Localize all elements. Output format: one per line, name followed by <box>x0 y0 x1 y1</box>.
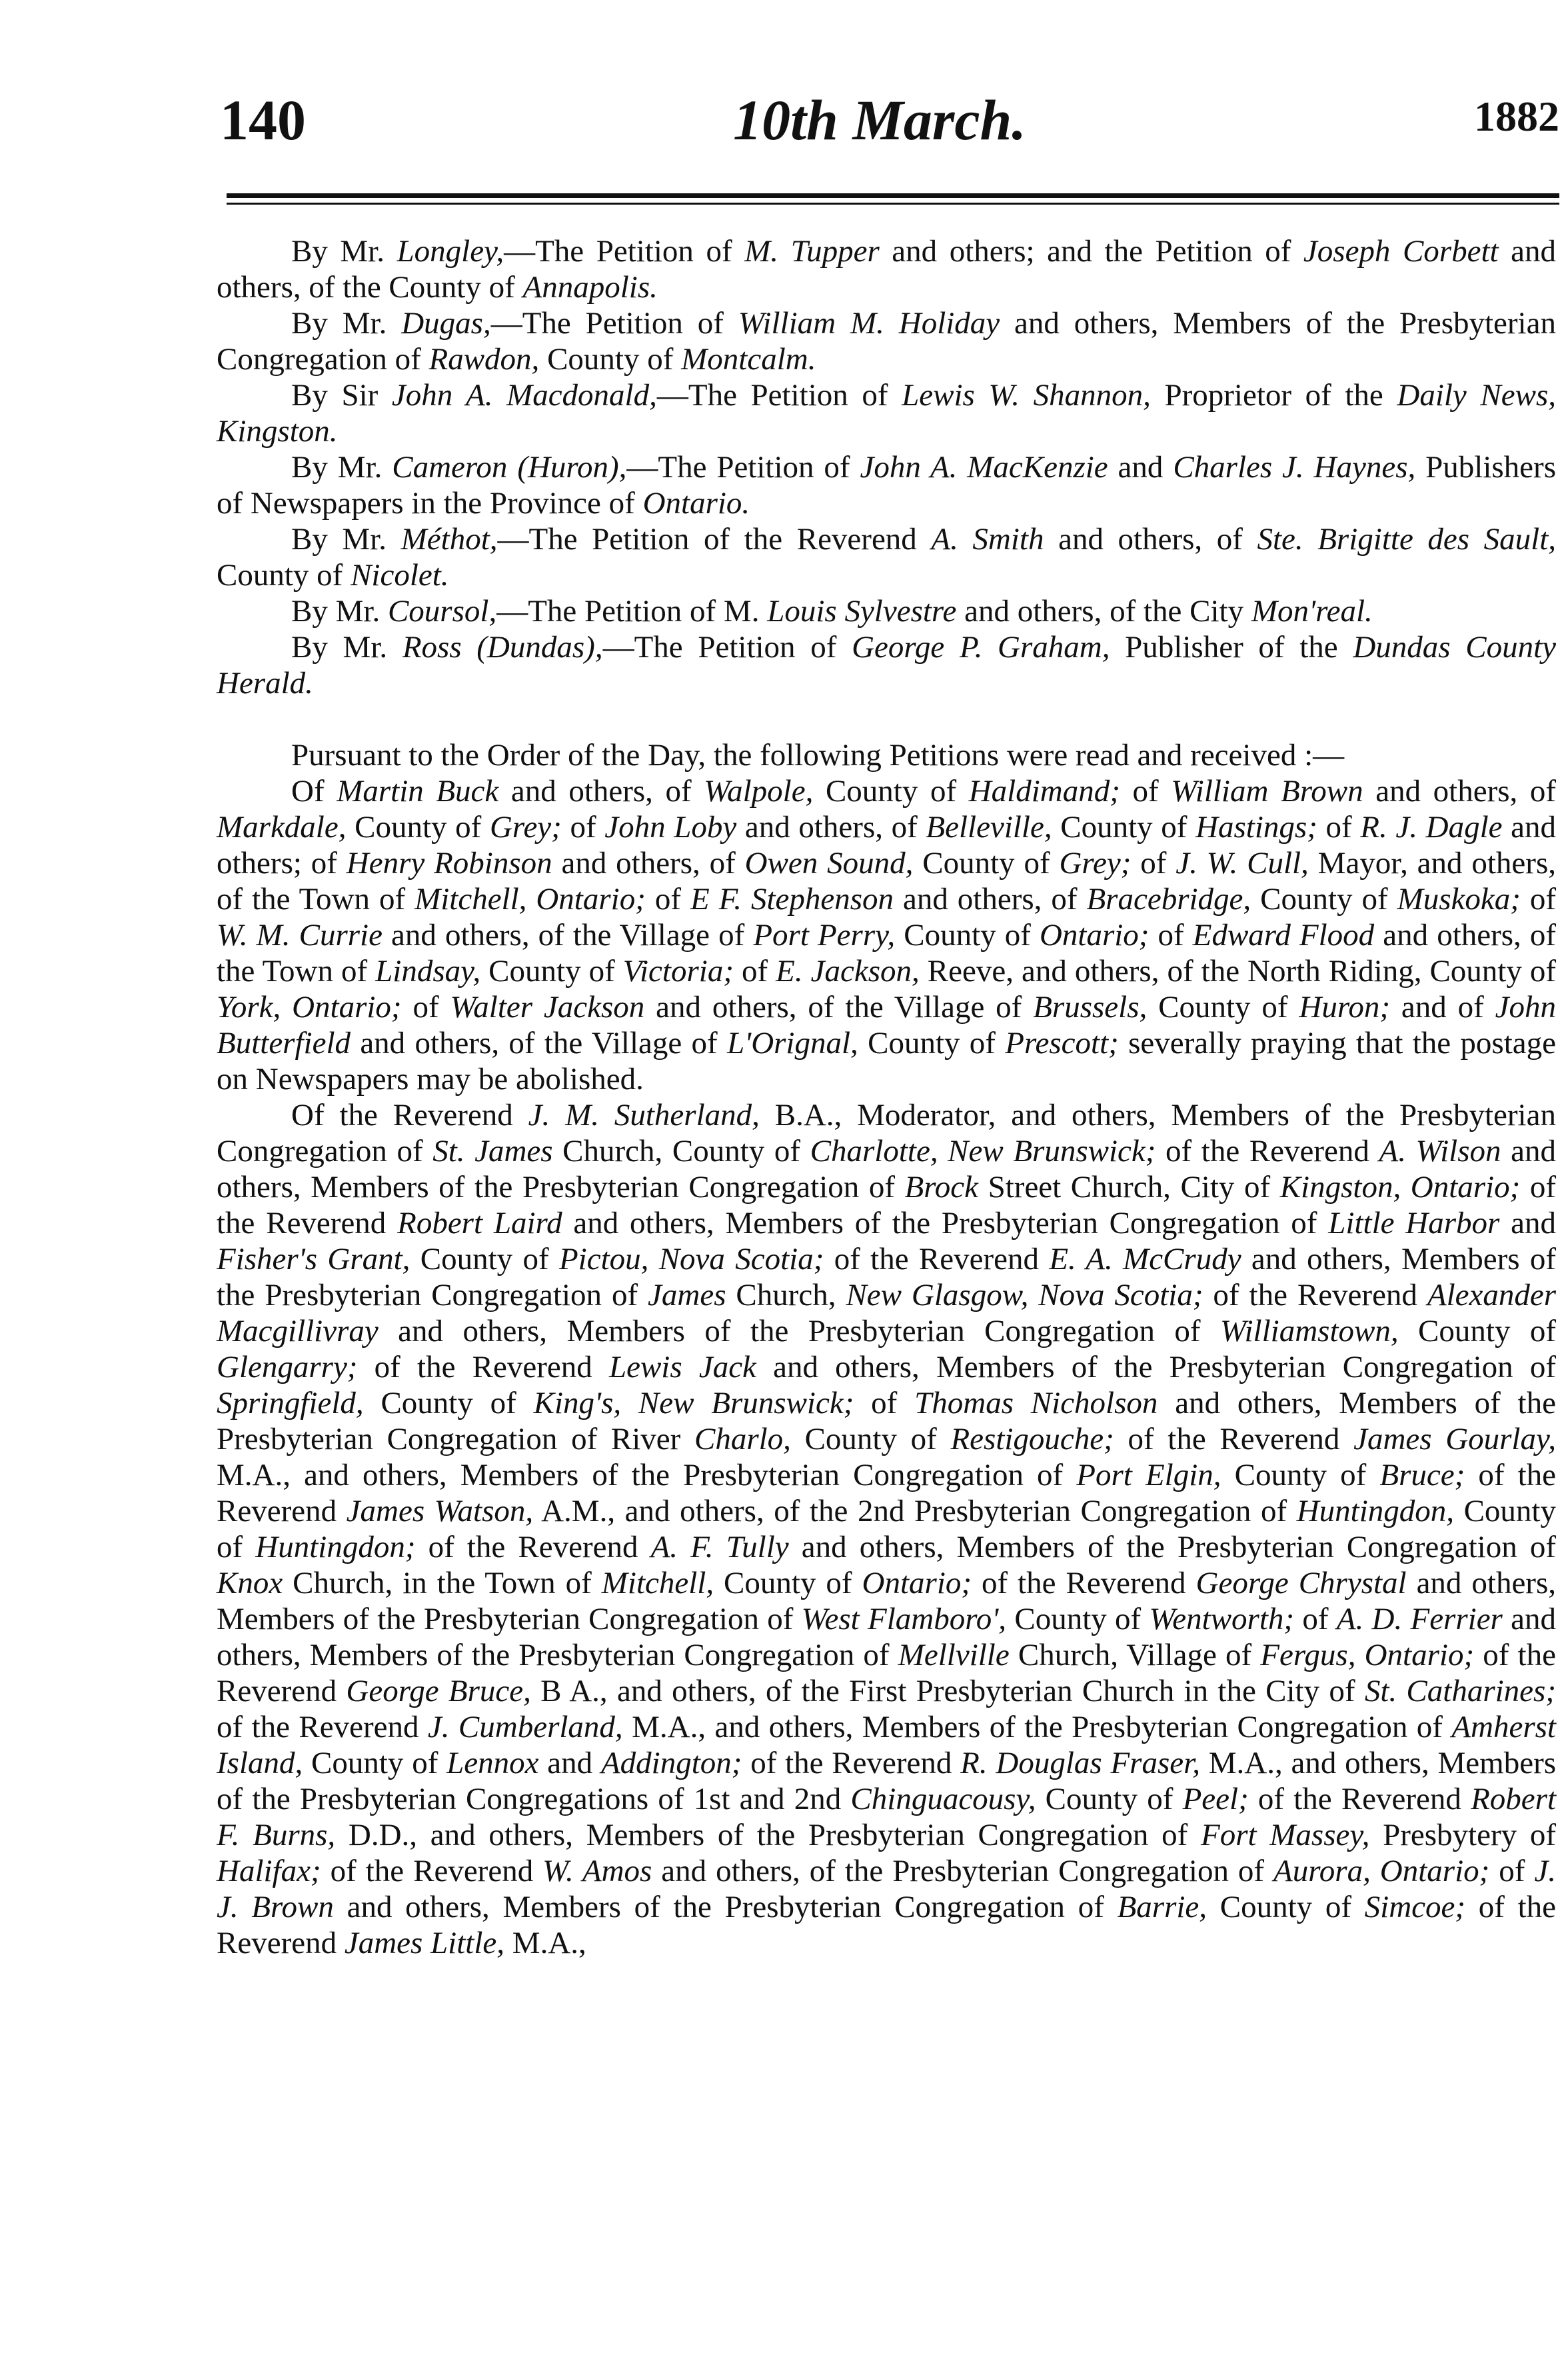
italic-name: J. W. Cull, <box>1176 846 1309 881</box>
italic-name: Brussels, <box>1033 990 1148 1025</box>
text-run: of the Reverend <box>217 1890 1556 1960</box>
text-run: and others, Members of the Presbyterian Congregation of <box>217 1134 1556 1204</box>
italic-name: Restigouche; <box>950 1422 1114 1456</box>
text-run: of <box>401 990 450 1025</box>
page-number: 140 <box>220 88 306 152</box>
text-run: and others, Members of the Presbyterian Congregation of <box>788 1530 1556 1564</box>
text-run: of <box>645 882 690 917</box>
italic-name: Hastings; <box>1195 810 1317 845</box>
text-run: and others; and the Petition of <box>879 234 1303 269</box>
text-run: M.A., <box>504 1926 586 1960</box>
italic-name: Wentworth; <box>1149 1602 1295 1636</box>
italic-name: Ontario. <box>642 486 750 521</box>
italic-name: Fort Massey, <box>1201 1818 1370 1852</box>
text-run: of <box>854 1386 915 1420</box>
text-run: —The Petition of <box>656 378 902 413</box>
text-run: Church, Village of <box>1009 1638 1261 1672</box>
text-run: and others, Members of the Presbyterian Congregation of <box>217 1566 1556 1636</box>
text-run: of <box>1520 882 1557 917</box>
text-run: of <box>733 954 776 989</box>
text-run: County of <box>813 774 969 809</box>
italic-name: York, Ontario; <box>217 990 402 1025</box>
text-run: By Mr. <box>291 450 392 485</box>
text-run: D.D., and others, Members of the Presbyterian Congregation of <box>335 1818 1201 1852</box>
text-run: of the Reverend <box>1203 1278 1427 1312</box>
italic-name: Dundas County Herald. <box>217 630 1557 701</box>
italic-name: Grey; <box>1059 846 1132 881</box>
text-run: B.A., Moderator, and others, Members of the Presbyterian Congregation of <box>217 1098 1556 1169</box>
text-run: and others, of <box>1044 522 1257 557</box>
petition-paragraph <box>217 593 1556 629</box>
italic-name: King's, New Brunswick; <box>533 1386 854 1420</box>
text-run: County of <box>790 1422 951 1456</box>
italic-name: L'Orignal, <box>727 1026 858 1061</box>
italic-name: Chinguacousy, <box>850 1782 1036 1816</box>
text-run: Street Church, City of <box>978 1170 1280 1204</box>
text-run: severally praying that the postage on Newspapers may be abolished. <box>217 1026 1557 1097</box>
italic-name: W. M. Currie <box>217 918 383 953</box>
text-run: County of <box>363 1386 534 1420</box>
text-run: and others; of <box>217 810 1556 881</box>
page-header <box>200 87 1559 160</box>
text-run: Mayor, and others, of the Town of <box>217 846 1556 917</box>
header-rule-thick <box>227 193 1559 198</box>
italic-name: James Little, <box>344 1926 505 1960</box>
text-run: M.A., and others, Members of the Presbyterian Congregation of <box>622 1710 1452 1744</box>
text-run: of <box>561 810 605 845</box>
text-run: County of <box>714 1566 862 1600</box>
italic-name: Springfield, <box>217 1386 364 1420</box>
italic-name: W. Amos <box>542 1854 652 1888</box>
text-run: of <box>1120 774 1172 809</box>
italic-name: Mitchell, <box>601 1566 714 1600</box>
italic-name: Mellville <box>898 1638 1010 1672</box>
italic-name: Nicolet. <box>351 558 449 593</box>
text-run: and others, of <box>1363 774 1557 809</box>
italic-name: A. Wilson <box>1379 1134 1501 1169</box>
italic-name: St. Catharines; <box>1364 1674 1556 1708</box>
italic-name: Bracebridge, <box>1086 882 1251 917</box>
italic-name: E. Jackson, <box>776 954 920 989</box>
text-run: of the Reverend <box>357 1350 609 1384</box>
italic-name: Barrie, <box>1117 1890 1207 1924</box>
italic-name: R. Douglas Fraser, <box>960 1746 1200 1780</box>
text-run: County of <box>858 1026 1006 1061</box>
body-text <box>217 233 1556 1961</box>
text-run: and <box>1499 1206 1556 1240</box>
italic-name: Méthot, <box>400 522 498 557</box>
italic-name: Henry Robinson <box>346 846 552 881</box>
page-date: 10th March. <box>733 88 1026 152</box>
text-run: County of <box>1147 990 1299 1025</box>
text-run: County of <box>480 954 623 989</box>
text-run: Church, in the Town of <box>283 1566 602 1600</box>
header-rule-thin <box>227 203 1559 205</box>
text-run: and others, Members of the Presbyterian Congregation of <box>756 1350 1557 1384</box>
text-run: of <box>1131 846 1176 881</box>
text-run: of the Reverend <box>217 1638 1556 1708</box>
italic-name: A. Smith <box>931 522 1044 557</box>
italic-name: Louis Sylvestre <box>767 594 957 629</box>
italic-name: Mitchell, Ontario; <box>414 882 646 917</box>
text-run: County of <box>1052 810 1196 845</box>
italic-name: Muskoka; <box>1397 882 1521 917</box>
italic-name: Huntingdon, <box>1296 1494 1454 1528</box>
text-run: of the Reverend <box>1156 1134 1379 1169</box>
italic-name: John A. MacKenzie <box>860 450 1108 485</box>
italic-name: J. J. Brown <box>217 1854 1557 1924</box>
italic-name: Bruce; <box>1379 1458 1465 1492</box>
text-run: of the Reverend <box>415 1530 651 1564</box>
italic-name: Ontario; <box>1039 918 1150 953</box>
text-run: and <box>1108 450 1174 485</box>
italic-name: Rawdon, <box>428 342 540 377</box>
italic-name: Charlotte, New Brunswick; <box>810 1134 1156 1169</box>
text-run: and others, of the County of <box>217 234 1556 305</box>
italic-name: Glengarry; <box>217 1350 358 1384</box>
italic-name: Lennox <box>446 1746 539 1780</box>
text-run: County of <box>1221 1458 1380 1492</box>
petition-paragraph <box>217 377 1556 449</box>
text-run: County of <box>1398 1314 1557 1348</box>
text-run: and others, of the Village of <box>351 1026 727 1061</box>
text-run: of the Reverend <box>217 1458 1557 1528</box>
italic-name: A. D. Ferrier <box>1336 1602 1503 1636</box>
text-run: County of <box>895 918 1040 953</box>
italic-name: Grey; <box>489 810 562 845</box>
text-run: By Sir <box>291 378 392 413</box>
italic-name: Belleville, <box>926 810 1052 845</box>
text-run: and of <box>1390 990 1495 1025</box>
text-run: Of <box>291 774 337 809</box>
text-run: Pursuant to the Order of the Day, the following Petitions were read and received :— <box>291 738 1345 773</box>
italic-name: George Chrystal <box>1195 1566 1407 1600</box>
italic-name: Mon'real. <box>1251 594 1373 629</box>
italic-name: Walter Jackson <box>450 990 645 1025</box>
italic-name: Cameron (Huron), <box>392 450 627 485</box>
italic-name: William M. Holiday <box>738 306 1000 341</box>
italic-name: Lewis W. Shannon, <box>902 378 1151 413</box>
text-run: and others, Members of the Presbyterian Congregation of <box>333 1890 1118 1924</box>
italic-name: Lindsay, <box>375 954 481 989</box>
text-run: —The Petition of M. <box>496 594 768 629</box>
italic-name: John Loby <box>604 810 737 845</box>
italic-name: E F. Stephenson <box>690 882 894 917</box>
text-run: Publisher of the <box>1110 630 1353 665</box>
italic-name: Williamstown, <box>1219 1314 1399 1348</box>
text-run: and others, of <box>552 846 745 881</box>
text-run: Presbytery of <box>1369 1818 1556 1852</box>
order-of-day-paragraph <box>217 737 1556 773</box>
italic-name: Kingston, Ontario; <box>1279 1170 1521 1204</box>
italic-name: Ste. Brigitte des Sault, <box>1257 522 1556 557</box>
italic-name: Alexander Macgillivray <box>217 1278 1556 1348</box>
italic-name: St. James <box>432 1134 553 1169</box>
italic-name: Robert Laird <box>397 1206 562 1240</box>
italic-name: Martin Buck <box>337 774 499 809</box>
petition-paragraph <box>217 449 1556 521</box>
italic-name: Dugas, <box>401 306 491 341</box>
italic-name: Owen Sound, <box>744 846 914 881</box>
petitions-list-paragraph <box>217 1097 1556 1961</box>
italic-name: Victoria; <box>622 954 734 989</box>
italic-name: Port Perry, <box>753 918 896 953</box>
italic-name: Prescott; <box>1005 1026 1119 1061</box>
italic-name: John Butterfield <box>217 990 1556 1061</box>
italic-name: John A. Macdonald, <box>391 378 657 413</box>
italic-name: Haldimand; <box>968 774 1120 809</box>
italic-name: Daily News, Kingston. <box>217 378 1556 449</box>
italic-name: A. F. Tully <box>650 1530 789 1564</box>
italic-name: Fergus, Ontario; <box>1260 1638 1475 1672</box>
italic-name: Charles J. Haynes, <box>1173 450 1416 485</box>
italic-name: Markdale, <box>217 810 347 845</box>
italic-name: Little Harbor <box>1328 1206 1500 1240</box>
text-run: and others, Members of the Presbyterian Congregation of <box>562 1206 1329 1240</box>
italic-name: Port Elgin, <box>1076 1458 1221 1492</box>
italic-name: Robert F. Burns, <box>217 1782 1556 1852</box>
text-run: Church, County of <box>552 1134 810 1169</box>
text-run: of <box>1294 1602 1337 1636</box>
text-run: County of <box>346 810 490 845</box>
text-run: —The Petition of <box>602 630 852 665</box>
italic-name: Amherst Island, <box>217 1710 1556 1780</box>
italic-name: Huntingdon; <box>255 1530 416 1564</box>
text-run: Reeve, and others, of the North Riding, County of <box>919 954 1557 989</box>
text-run: County of <box>1251 882 1397 917</box>
petitions-list-paragraph <box>217 773 1556 1097</box>
text-run: and others, Members of the Presbyterian Congregation of <box>378 1314 1220 1348</box>
text-run: and others, of the Village of <box>644 990 1034 1025</box>
text-run: By Mr. <box>291 594 388 629</box>
italic-name: Peel; <box>1182 1782 1249 1816</box>
text-run: A.M., and others, of the 2nd Presbyterian Congregation of <box>533 1494 1297 1528</box>
text-run: and others, of <box>736 810 926 845</box>
italic-name: Ontario; <box>862 1566 972 1600</box>
italic-name: Lewis Jack <box>608 1350 756 1384</box>
italic-name: Aurora, Ontario; <box>1273 1854 1490 1888</box>
text-run: County of <box>1207 1890 1365 1924</box>
text-run: and others, of the Presbyterian Congregation of <box>652 1854 1274 1888</box>
text-run: and others, of the City <box>956 594 1251 629</box>
text-run: County of <box>217 558 351 593</box>
italic-name: Montcalm. <box>681 342 816 377</box>
italic-name: Longley, <box>396 234 504 269</box>
italic-name: Addington; <box>600 1746 742 1780</box>
text-run: By Mr. <box>291 522 401 557</box>
text-run: and others, Members of the Presbyterian Congregation of <box>217 1602 1556 1672</box>
italic-name: George P. Graham, <box>852 630 1110 665</box>
text-run: M.A., and others, Members of the Presbyterian Congregations of 1st and 2nd <box>217 1746 1557 1816</box>
page-year: 1882 <box>1474 93 1559 140</box>
text-run: B A., and others, of the First Presbyterian Church in the City of <box>530 1674 1365 1708</box>
text-run: By Mr. <box>291 630 402 665</box>
italic-name: Walpole, <box>704 774 814 809</box>
text-run: Of the Reverend <box>291 1098 528 1133</box>
text-run: By Mr. <box>291 306 402 341</box>
text-run: —The Petition of <box>504 234 745 269</box>
text-run: County of <box>410 1242 559 1276</box>
text-run: County of <box>1006 1602 1150 1636</box>
text-run: and others, Members of the Presbyterian Congregation of River <box>217 1386 1556 1456</box>
italic-name: Coursol, <box>387 594 497 629</box>
text-run: County of <box>913 846 1060 881</box>
italic-name: Edward Flood <box>1192 918 1375 953</box>
text-run: and others, Members of the Presbyterian Congregation of <box>217 1242 1556 1312</box>
italic-name: George Bruce, <box>346 1674 531 1708</box>
text-run: and others, of the Town of <box>217 918 1557 989</box>
text-run: of the Reverend <box>321 1854 543 1888</box>
italic-name: Annapolis. <box>522 270 658 305</box>
italic-name: R. J. Dagle <box>1360 810 1503 845</box>
text-run: of the Reverend <box>824 1242 1050 1276</box>
text-run: and others, of <box>894 882 1087 917</box>
italic-name: William Brown <box>1171 774 1363 809</box>
italic-name: Joseph Corbett <box>1303 234 1499 269</box>
italic-name: New Glasgow, Nova Scotia; <box>846 1278 1203 1312</box>
italic-name: J. Cumberland, <box>427 1710 623 1744</box>
italic-name: Fisher's Grant, <box>217 1242 410 1276</box>
text-run: of <box>1317 810 1361 845</box>
text-run: Publishers of Newspapers in the Province of <box>217 450 1556 521</box>
italic-name: Knox <box>217 1566 283 1600</box>
text-run: of the Reverend <box>1114 1422 1354 1456</box>
petition-paragraph <box>217 305 1556 377</box>
text-run: Proprietor of the <box>1150 378 1397 413</box>
text-run: of the Reverend <box>972 1566 1196 1600</box>
text-run: and others, of the Village of <box>382 918 754 953</box>
petition-paragraph <box>217 629 1556 701</box>
italic-name: Simcoe; <box>1364 1890 1466 1924</box>
text-run: —The Petition of the Reverend <box>497 522 932 557</box>
italic-name: E. A. McCrudy <box>1049 1242 1241 1276</box>
italic-name: J. M. Sutherland, <box>528 1098 760 1133</box>
italic-name: James Watson, <box>346 1494 534 1528</box>
text-run: of <box>1149 918 1193 953</box>
text-run: of the Reverend <box>217 1710 428 1744</box>
text-run: Church, <box>726 1278 846 1312</box>
text-run: —The Petition of <box>626 450 860 485</box>
text-run: and others, Members of the Presbyterian Congregation of <box>217 306 1556 377</box>
italic-name: Thomas Nicholson <box>914 1386 1158 1420</box>
italic-name: Pictou, Nova Scotia; <box>558 1242 824 1276</box>
text-run: County of <box>303 1746 447 1780</box>
text-run: of <box>1489 1854 1535 1888</box>
italic-name: James Gourlay, <box>1353 1422 1557 1456</box>
italic-name: Huron; <box>1299 990 1391 1025</box>
text-run: and <box>538 1746 601 1780</box>
text-run: and others, of <box>498 774 704 809</box>
italic-name: Charlo, <box>694 1422 791 1456</box>
text-run: of the Reverend <box>742 1746 961 1780</box>
text-run: of the Reverend <box>1248 1782 1471 1816</box>
text-run: County of <box>1036 1782 1183 1816</box>
text-run: County of <box>539 342 682 377</box>
italic-name: West Flamboro', <box>801 1602 1007 1636</box>
petition-paragraph <box>217 233 1556 305</box>
italic-name: Brock <box>904 1170 979 1204</box>
italic-name: James <box>648 1278 726 1312</box>
text-run: County of <box>217 1494 1556 1564</box>
text-run: By Mr. <box>291 234 397 269</box>
text-run: of the Reverend <box>217 1170 1556 1240</box>
italic-name: M. Tupper <box>744 234 880 269</box>
text-run: —The Petition of <box>490 306 738 341</box>
petition-paragraph <box>217 521 1556 593</box>
italic-name: Halifax; <box>217 1854 321 1888</box>
italic-name: Ross (Dundas), <box>402 630 603 665</box>
text-run: M.A., and others, Members of the Presbyterian Congregation of <box>217 1458 1077 1492</box>
